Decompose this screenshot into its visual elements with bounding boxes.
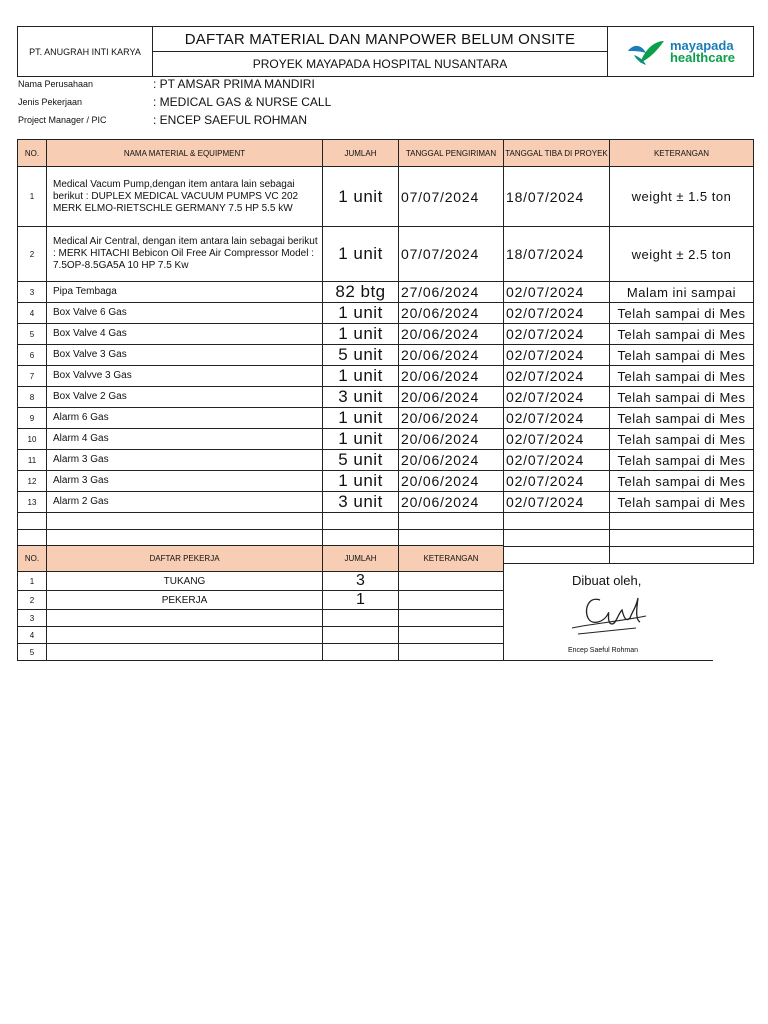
worker-name: PEKERJA bbox=[47, 591, 323, 610]
leaf-icon bbox=[626, 37, 666, 67]
header-material-name: NAMA MATERIAL & EQUIPMENT bbox=[47, 140, 323, 167]
material-quantity: 3 unit bbox=[323, 387, 399, 408]
worker-name: TUKANG bbox=[47, 572, 323, 591]
document-subtitle: PROYEK MAYAPADA HOSPITAL NUSANTARA bbox=[153, 52, 608, 77]
material-name: Medical Air Central, dengan item antara lain sebagai berikut : MERK HITACHI Bebicon Oil Free Air Compressor Model : 7.5OP-8.5GA5A 10 HP 7.5 Kw bbox=[47, 227, 323, 282]
worker-quantity: 1 bbox=[323, 591, 399, 610]
material-note: Telah sampai di Mes bbox=[610, 429, 754, 450]
material-note: Telah sampai di Mes bbox=[610, 324, 754, 345]
material-quantity: 1 unit bbox=[323, 303, 399, 324]
ship-date: 20/06/2024 bbox=[399, 408, 504, 429]
material-name: Box Valve 4 Gas bbox=[47, 324, 323, 345]
worker-name bbox=[47, 610, 323, 627]
worker-number: 4 bbox=[18, 627, 47, 644]
material-table bbox=[17, 139, 754, 564]
material-quantity: 1 unit bbox=[323, 429, 399, 450]
empty-cell bbox=[504, 547, 610, 564]
worker-quantity bbox=[323, 644, 399, 661]
row-number: 5 bbox=[18, 324, 47, 345]
worker-header-note: KETERANGAN bbox=[399, 546, 504, 572]
empty-cell bbox=[504, 530, 610, 547]
material-quantity: 1 unit bbox=[323, 167, 399, 227]
row-number: 7 bbox=[18, 366, 47, 387]
document-header bbox=[17, 26, 754, 77]
arrive-date: 18/07/2024 bbox=[504, 167, 610, 227]
table-row bbox=[18, 471, 754, 492]
material-note: Telah sampai di Mes bbox=[610, 450, 754, 471]
material-quantity: 82 btg bbox=[323, 282, 399, 303]
material-name: Alarm 6 Gas bbox=[47, 408, 323, 429]
worker-number: 1 bbox=[18, 572, 47, 591]
logo-text-line1: mayapada bbox=[669, 37, 734, 53]
table-row bbox=[18, 366, 754, 387]
header-ship-date: TANGGAL PENGIRIMAN bbox=[399, 140, 504, 167]
material-note: Telah sampai di Mes bbox=[610, 303, 754, 324]
worker-header-quantity: JUMLAH bbox=[323, 546, 399, 572]
ship-date: 20/06/2024 bbox=[399, 450, 504, 471]
work-label: Jenis Pekerjaan bbox=[18, 97, 83, 107]
signature-image bbox=[566, 588, 656, 644]
material-name: Alarm 3 Gas bbox=[47, 471, 323, 492]
empty-row bbox=[18, 530, 754, 547]
material-name: Alarm 3 Gas bbox=[47, 450, 323, 471]
empty-cell bbox=[18, 513, 47, 530]
material-name: Box Valve 3 Gas bbox=[47, 345, 323, 366]
logo-text-line2: healthcare bbox=[669, 49, 736, 65]
company-name: PT. ANUGRAH INTI KARYA bbox=[18, 27, 153, 77]
row-number: 4 bbox=[18, 303, 47, 324]
row-number: 2 bbox=[18, 227, 47, 282]
table-row bbox=[18, 324, 754, 345]
ship-date: 27/06/2024 bbox=[399, 282, 504, 303]
work-value: : MEDICAL GAS & NURSE CALL bbox=[153, 95, 332, 109]
arrive-date: 02/07/2024 bbox=[504, 471, 610, 492]
worker-row bbox=[18, 644, 504, 661]
worker-row bbox=[18, 591, 504, 610]
header-no: NO. bbox=[18, 140, 47, 167]
material-name: Alarm 2 Gas bbox=[47, 492, 323, 513]
document-title: DAFTAR MATERIAL DAN MANPOWER BELUM ONSITE bbox=[153, 27, 608, 52]
header-arrive-date: TANGGAL TIBA DI PROYEK bbox=[504, 140, 610, 167]
arrive-date: 02/07/2024 bbox=[504, 450, 610, 471]
empty-cell bbox=[504, 513, 610, 530]
table-row bbox=[18, 303, 754, 324]
row-number: 6 bbox=[18, 345, 47, 366]
material-name: Box Valvve 3 Gas bbox=[47, 366, 323, 387]
material-note: weight ± 1.5 ton bbox=[610, 167, 754, 227]
worker-note bbox=[399, 572, 504, 591]
material-name: Pipa Tembaga bbox=[47, 282, 323, 303]
material-name: Alarm 4 Gas bbox=[47, 429, 323, 450]
worker-quantity bbox=[323, 627, 399, 644]
empty-cell bbox=[399, 530, 504, 547]
row-number: 8 bbox=[18, 387, 47, 408]
empty-row bbox=[18, 513, 754, 530]
table-row bbox=[18, 429, 754, 450]
material-quantity: 1 unit bbox=[323, 366, 399, 387]
worker-quantity bbox=[323, 610, 399, 627]
ship-date: 20/06/2024 bbox=[399, 345, 504, 366]
worker-row bbox=[18, 627, 504, 644]
empty-cell bbox=[610, 530, 754, 547]
table-row bbox=[18, 345, 754, 366]
material-note: weight ± 2.5 ton bbox=[610, 227, 754, 282]
material-note: Malam ini sampai bbox=[610, 282, 754, 303]
empty-cell bbox=[323, 513, 399, 530]
table-row bbox=[18, 167, 754, 227]
worker-note bbox=[399, 610, 504, 627]
worker-quantity: 3 bbox=[323, 572, 399, 591]
table-row bbox=[18, 387, 754, 408]
material-note: Telah sampai di Mes bbox=[610, 408, 754, 429]
row-number: 12 bbox=[18, 471, 47, 492]
ship-date: 07/07/2024 bbox=[399, 167, 504, 227]
ship-date: 20/06/2024 bbox=[399, 366, 504, 387]
material-quantity: 5 unit bbox=[323, 345, 399, 366]
worker-header-name: DAFTAR PEKERJA bbox=[47, 546, 323, 572]
worker-header-no: NO. bbox=[18, 546, 47, 572]
worker-number: 5 bbox=[18, 644, 47, 661]
empty-cell bbox=[47, 530, 323, 547]
material-quantity: 5 unit bbox=[323, 450, 399, 471]
arrive-date: 02/07/2024 bbox=[504, 345, 610, 366]
row-number: 10 bbox=[18, 429, 47, 450]
material-quantity: 1 unit bbox=[323, 408, 399, 429]
table-row bbox=[18, 492, 754, 513]
table-row bbox=[18, 450, 754, 471]
worker-name bbox=[47, 644, 323, 661]
ship-date: 20/06/2024 bbox=[399, 324, 504, 345]
ship-date: 20/06/2024 bbox=[399, 429, 504, 450]
arrive-date: 02/07/2024 bbox=[504, 282, 610, 303]
company-value: : PT AMSAR PRIMA MANDIRI bbox=[153, 77, 315, 91]
empty-cell bbox=[18, 530, 47, 547]
material-name: Box Valve 6 Gas bbox=[47, 303, 323, 324]
worker-note bbox=[399, 644, 504, 661]
material-note: Telah sampai di Mes bbox=[610, 492, 754, 513]
ship-date: 20/06/2024 bbox=[399, 303, 504, 324]
pm-value: : ENCEP SAEFUL ROHMAN bbox=[153, 113, 308, 127]
row-number: 11 bbox=[18, 450, 47, 471]
ship-date: 20/06/2024 bbox=[399, 471, 504, 492]
header-note: KETERANGAN bbox=[610, 140, 754, 167]
material-name: Medical Vacum Pump,dengan item antara lain sebagai berikut : DUPLEX MEDICAL VACUUM PUMPS VC 202 MERK ELMO-RIETSCHLE GERMANY 7.5 HP 5.5 kW bbox=[47, 167, 323, 227]
signature-name: Encep Saeful Rohman bbox=[568, 647, 639, 654]
empty-cell bbox=[47, 513, 323, 530]
ship-date: 07/07/2024 bbox=[399, 227, 504, 282]
arrive-date: 02/07/2024 bbox=[504, 303, 610, 324]
row-number: 3 bbox=[18, 282, 47, 303]
worker-name bbox=[47, 627, 323, 644]
material-quantity: 1 unit bbox=[323, 324, 399, 345]
worker-row bbox=[18, 572, 504, 591]
material-note: Telah sampai di Mes bbox=[610, 471, 754, 492]
worker-table bbox=[17, 545, 504, 661]
empty-cell bbox=[610, 547, 754, 564]
row-number: 13 bbox=[18, 492, 47, 513]
worker-number: 3 bbox=[18, 610, 47, 627]
worker-row bbox=[18, 610, 504, 627]
material-name: Box Valve 2 Gas bbox=[47, 387, 323, 408]
empty-cell bbox=[399, 513, 504, 530]
material-note: Telah sampai di Mes bbox=[610, 345, 754, 366]
arrive-date: 02/07/2024 bbox=[504, 429, 610, 450]
arrive-date: 02/07/2024 bbox=[504, 366, 610, 387]
row-number: 1 bbox=[18, 167, 47, 227]
table-row bbox=[18, 282, 754, 303]
empty-cell bbox=[610, 513, 754, 530]
arrive-date: 02/07/2024 bbox=[504, 324, 610, 345]
pm-label: Project Manager / PIC bbox=[18, 115, 107, 125]
material-quantity: 1 unit bbox=[323, 471, 399, 492]
empty-cell bbox=[323, 530, 399, 547]
ship-date: 20/06/2024 bbox=[399, 492, 504, 513]
arrive-date: 02/07/2024 bbox=[504, 387, 610, 408]
company-label: Nama Perusahaan bbox=[18, 79, 94, 89]
table-row bbox=[18, 408, 754, 429]
material-quantity: 3 unit bbox=[323, 492, 399, 513]
header-quantity: JUMLAH bbox=[323, 140, 399, 167]
row-number: 9 bbox=[18, 408, 47, 429]
worker-note bbox=[399, 591, 504, 610]
arrive-date: 02/07/2024 bbox=[504, 492, 610, 513]
signature-title: Dibuat oleh, bbox=[572, 573, 642, 588]
material-note: Telah sampai di Mes bbox=[610, 387, 754, 408]
mayapada-logo bbox=[608, 27, 754, 77]
worker-note bbox=[399, 627, 504, 644]
arrive-date: 18/07/2024 bbox=[504, 227, 610, 282]
ship-date: 20/06/2024 bbox=[399, 387, 504, 408]
worker-number: 2 bbox=[18, 591, 47, 610]
signature-line bbox=[503, 660, 713, 661]
material-note: Telah sampai di Mes bbox=[610, 366, 754, 387]
arrive-date: 02/07/2024 bbox=[504, 408, 610, 429]
table-row bbox=[18, 227, 754, 282]
material-quantity: 1 unit bbox=[323, 227, 399, 282]
